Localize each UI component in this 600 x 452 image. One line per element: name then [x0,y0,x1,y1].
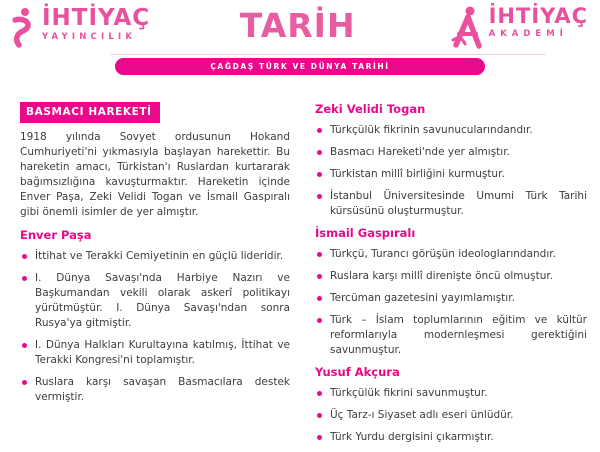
bullet-text: Türk Yurdu dergisini çıkarmıştır. [330,431,494,443]
bullet-dot [22,380,27,385]
list-item [315,247,587,262]
bullet-text: Ruslara karşı savaşan Basmacılara destek vermiştir. [35,376,290,403]
bullet-text: Basmacı Hareketi'nde yer almıştır. [330,146,510,158]
bullet-text: Ruslara karşı millî direnişte öncü olmuştur. [330,270,554,282]
academy-logo [449,6,588,50]
bullet-dot [22,343,27,348]
bullet-text: Türk – İslam toplumlarının eğitim ve kültür reformlarıyla modernleşmesi gerektiğini savunmuştur. [330,314,587,356]
list-item [20,249,290,264]
enver-pasa-bullet-list [20,249,290,405]
bullet-dot [317,194,322,199]
academy-subtitle: AKADEMİ [488,29,568,39]
topic-banner [115,58,485,75]
list-item [315,167,587,182]
bullet-dot [317,318,322,323]
list-item [20,271,290,331]
yusuf-akcura-bullet-list [315,386,587,445]
ismail-gaspirali-bullet-list [315,247,587,358]
akademi-logo-icon [449,6,485,50]
publisher-name: İHTİYAÇ [42,5,151,31]
bullet-dot [317,252,322,257]
subheading-zeki-velidi-togan: Zeki Velidi Togan [315,102,426,116]
bullet-text: Türkistan millî birliğini kurmuştur. [330,168,505,180]
bullet-dot [317,274,322,279]
bullet-dot [22,276,27,281]
bullet-dot [317,172,322,177]
list-item [315,189,587,219]
subheading-ismail-gaspirali: İsmail Gaspıralı [315,226,416,240]
list-item [315,123,587,138]
bullet-dot [317,128,322,133]
publisher-logo-text [42,7,150,42]
section-heading-basmaci-hareketi: BASMACI HAREKETİ [20,102,160,123]
list-item [315,291,587,306]
page-title: TARİH [239,6,356,45]
list-item [315,313,587,358]
bullet-text: I. Dünya Savaşı'nda Harbiye Nazırı ve Başkumandan vekili olarak askerî politikayı yürütmüştür. I. Dünya Savaşı'ndan sonra Rusya'ya gitmiştir. [35,272,290,329]
right-column [315,96,587,452]
intro-paragraph: 1918 yılında Sovyet ordusunun Hokand Cumhuriyeti'ni yıkmasıyla başlayan harekettir. Bu hareketin amacı, Türkistan'ı Ruslardan kurtararak bağımsızlığına kavuşturmaktır. Hareketin içinde Enver Paşa, Zeki Velidi Togan ve İsmail Gaspıralı gibi önemli isimler de yer almıştır. [20,131,290,218]
bullet-text: Tercüman gazetesini yayımlamıştır. [330,292,515,304]
bullet-dot [22,254,27,259]
header-divider [110,54,546,55]
bullet-text: Türkçülük fikrinin savunucularındandır. [330,124,533,136]
bullet-text: İstanbul Üniversitesinde Umumi Türk Tarihi kürsüsünü oluşturmuştur. [330,190,587,217]
list-item [20,338,290,368]
bullet-dot [317,150,322,155]
list-item [315,145,587,160]
publisher-subtitle: YAYINCILIK [42,32,137,42]
bullet-dot [317,435,322,440]
publisher-logo [8,7,150,49]
topic-banner-label: ÇAĞDAŞ TÜRK VE DÜNYA TARİHİ [210,62,390,71]
academy-name: İHTİYAÇ [488,4,588,28]
bullet-text: İttihat ve Terakki Cemiyetinin en güçlü lideridir. [35,250,284,262]
bullet-text: Türkçülük fikrini savunmuştur. [330,387,488,399]
bullet-text: Üç Tarz-ı Siyaset adlı eseri ünlüdür. [330,409,514,421]
bullet-dot [317,391,322,396]
bullet-dot [317,296,322,301]
academy-logo-text [489,6,588,39]
yayincilik-logo-icon [8,7,38,49]
list-item [315,408,587,423]
subheading-enver-pasa: Enver Paşa [20,228,92,242]
list-item [315,430,587,445]
content-columns [20,96,587,452]
bullet-text: I. Dünya Halkları Kurultayına katılmış, İttihat ve Terakki Kongresi'ni toplamıştır. [35,339,290,366]
bullet-text: Türkçü, Turancı görüşün ideologlarındandır. [330,248,556,260]
list-item [315,386,587,401]
list-item [20,375,290,405]
bullet-dot [317,413,322,418]
zeki-velidi-togan-bullet-list [315,123,587,219]
subheading-yusuf-akcura: Yusuf Akçura [315,365,400,379]
left-column [20,96,290,452]
list-item [315,269,587,284]
